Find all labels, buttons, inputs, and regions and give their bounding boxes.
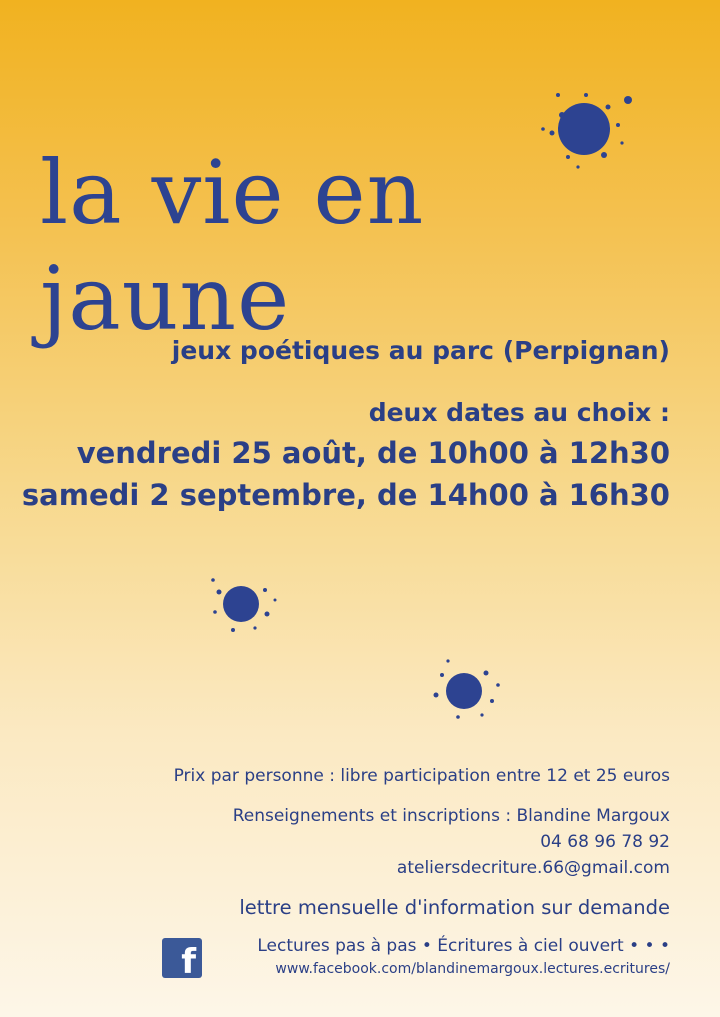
facebook-url[interactable]: www.facebook.com/blandinemargoux.lectures.ecritures/: [275, 961, 670, 977]
dates-heading: deux dates au choix :: [368, 398, 670, 427]
ink-splatter-icon: [205, 570, 280, 640]
email-address[interactable]: ateliersdecriture.66@gmail.com: [396, 858, 670, 878]
poster-title: la vie en jaune: [40, 141, 425, 350]
price-info: Prix par personne : libre participation entre 12 et 25 euros: [173, 766, 670, 786]
date-1: vendredi 25 août, de 10h00 à 12h30: [76, 436, 670, 470]
facebook-icon: f: [162, 938, 202, 978]
phone-number: 04 68 96 78 92: [540, 832, 670, 852]
ink-splatter-icon: [428, 655, 503, 725]
facebook-tagline: Lectures pas à pas • Écritures à ciel ouvert • • •: [257, 936, 670, 956]
date-2: samedi 2 septembre, de 14h00 à 16h30: [21, 478, 670, 512]
contact-info: Renseignements et inscriptions : Blandine Margoux: [232, 806, 670, 826]
event-subtitle: jeux poétiques au parc (Perpignan): [171, 336, 670, 365]
newsletter-info: lettre mensuelle d'information sur demande: [239, 896, 670, 919]
